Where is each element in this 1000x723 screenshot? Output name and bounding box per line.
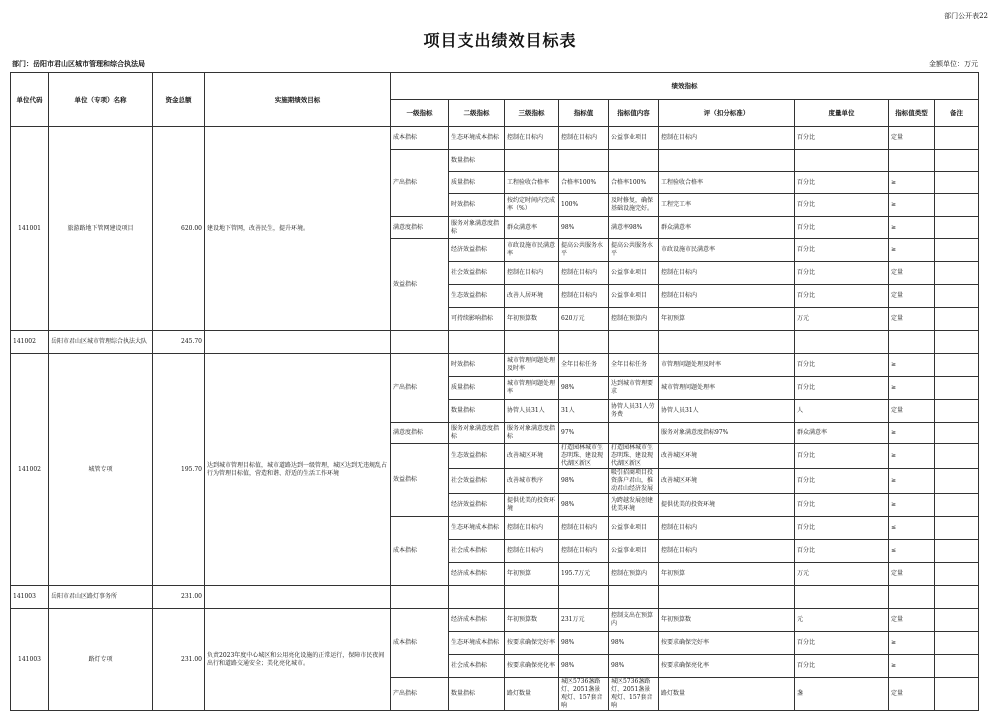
scoring-cell: 年初预算 — [659, 563, 795, 586]
value-type-cell: 定量 — [889, 308, 935, 331]
measure-unit-cell: 百分比 — [795, 444, 889, 469]
form-number-label: 部门公开表22 — [944, 12, 988, 20]
value-cell: 控制在目标内 — [559, 540, 609, 563]
measure-unit-cell: 百分比 — [795, 127, 889, 150]
level2-cell: 服务对象满意度指标 — [449, 423, 505, 444]
measure-unit-cell: 百分比 — [795, 469, 889, 494]
value-type-cell: ≥ — [889, 377, 935, 400]
col-header-unit-name: 单位（专项）名称 — [49, 73, 153, 127]
col-header-value-content: 指标值内容 — [609, 100, 659, 127]
measure-unit-cell: 百分比 — [795, 239, 889, 262]
value-type-cell: ≥ — [889, 444, 935, 469]
unit-code-cell: 141002 — [11, 354, 49, 586]
goal-cell: 达到城市管理目标值，城市道路达到一级管理，城区达到无违规乱占行为管理目标值，营造和谐、舒适的生活工作环境 — [205, 354, 391, 586]
unit-code-cell: 141002 — [11, 331, 49, 354]
unit-name-cell: 城管专项 — [49, 354, 153, 586]
level1-cell: 产出指标 — [391, 678, 449, 711]
amount-unit-label: 金额单位：万元 — [929, 60, 978, 68]
unit-code-cell: 141003 — [11, 609, 49, 711]
level3-cell: 按要求确保亮化率 — [505, 655, 559, 678]
col-header-level1: 一级指标 — [391, 100, 449, 127]
value-type-cell: ≥ — [889, 239, 935, 262]
value-cell: 100% — [559, 194, 609, 217]
unit-code-cell: 141001 — [11, 127, 49, 331]
measure-unit-cell: 百分比 — [795, 262, 889, 285]
scoring-cell: 工程验收合格率 — [659, 172, 795, 194]
unit-name-cell: 岳阳市君山区路灯事务所 — [49, 586, 153, 609]
value-cell: 98% — [559, 632, 609, 655]
level3-cell: 市政设施市民满意率 — [505, 239, 559, 262]
scoring-cell: 控制在目标内 — [659, 285, 795, 308]
value-content-cell — [609, 150, 659, 172]
col-header-total-funds: 资金总额 — [153, 73, 205, 127]
level2-cell: 社会效益指标 — [449, 262, 505, 285]
level1-cell: 满意度指标 — [391, 217, 449, 239]
amount-cell: 231.00 — [153, 609, 205, 711]
value-content-cell: 控制在预算内 — [609, 308, 659, 331]
measure-unit-cell: 百分比 — [795, 172, 889, 194]
value-type-cell — [889, 150, 935, 172]
table-row — [11, 609, 979, 632]
value-type-cell: ≥ — [889, 217, 935, 239]
value-cell: 31人 — [559, 400, 609, 423]
note-cell — [935, 217, 979, 239]
value-cell: 98% — [559, 494, 609, 517]
value-type-cell: ≥ — [889, 172, 935, 194]
level3-cell: 城市管理问题处理率 — [505, 377, 559, 400]
value-content-cell: 合格率100% — [609, 172, 659, 194]
measure-unit-cell: 百分比 — [795, 540, 889, 563]
measure-unit-cell: 百分比 — [795, 494, 889, 517]
value-cell: 231万元 — [559, 609, 609, 632]
value-content-cell: 协管人员31人劳务费 — [609, 400, 659, 423]
value-cell: 98% — [559, 655, 609, 678]
value-cell: 97% — [559, 423, 609, 444]
measure-unit-cell: 百分比 — [795, 632, 889, 655]
value-type-cell: 定量 — [889, 400, 935, 423]
level2-cell: 可持续影响指标 — [449, 308, 505, 331]
level3-cell: 改善城区环境 — [505, 444, 559, 469]
value-cell: 合格率100% — [559, 172, 609, 194]
level3-cell: 提供优美的投资环境 — [505, 494, 559, 517]
value-content-cell: 公益事业项目 — [609, 540, 659, 563]
note-cell — [935, 239, 979, 262]
level3-cell: 按要求确保完好率 — [505, 632, 559, 655]
value-type-cell: 定量 — [889, 678, 935, 711]
measure-unit-cell: 群众满意率 — [795, 423, 889, 444]
value-content-cell: 城区5736盏路灯、2051盏景观灯、157套音响 — [609, 678, 659, 711]
col-header-level3: 三级指标 — [505, 100, 559, 127]
value-type-cell: 定量 — [889, 262, 935, 285]
value-type-cell: 定量 — [889, 609, 935, 632]
value-content-cell: 及时修复，确保基础设施完好。 — [609, 194, 659, 217]
value-type-cell: ≥ — [889, 194, 935, 217]
value-cell: 控制在目标内 — [559, 262, 609, 285]
value-type-cell: ≥ — [889, 655, 935, 678]
note-cell — [935, 308, 979, 331]
scoring-cell: 市管理问题处理及时率 — [659, 354, 795, 377]
amount-cell: 195.70 — [153, 354, 205, 586]
scoring-cell: 服务对象满意度指标97% — [659, 423, 795, 444]
level1-cell: 效益指标 — [391, 239, 449, 331]
note-cell — [935, 377, 979, 400]
level2-cell: 生态效益指标 — [449, 285, 505, 308]
unit-name-cell: 旅游路地下管网建设项目 — [49, 127, 153, 331]
level3-cell: 年初预算数 — [505, 308, 559, 331]
value-type-cell: ≥ — [889, 354, 935, 377]
value-cell: 98% — [559, 469, 609, 494]
value-cell: 98% — [559, 377, 609, 400]
scoring-cell: 城市管理问题处理率 — [659, 377, 795, 400]
level2-cell: 社会成本指标 — [449, 540, 505, 563]
goal-cell: 负责2023年度中心城区和公用亮化设施的正常运行，保障市民夜间出行和道路交通安全；美化亮化城市。 — [205, 609, 391, 711]
unit-name-cell: 路灯专项 — [49, 609, 153, 711]
col-header-value-type: 指标值类型 — [889, 100, 935, 127]
note-cell — [935, 632, 979, 655]
value-type-cell: ≥ — [889, 469, 935, 494]
value-content-cell: 公益事业项目 — [609, 262, 659, 285]
amount-cell: 231.00 — [153, 586, 205, 609]
level1-cell: 成本指标 — [391, 609, 449, 678]
scoring-cell: 控制在目标内 — [659, 540, 795, 563]
note-cell — [935, 678, 979, 711]
value-cell: 打造园林城市生态明珠、建设现代湖区新区 — [559, 444, 609, 469]
value-content-cell: 吸引招商项目投资落户君山，推动君山经济发展 — [609, 469, 659, 494]
scoring-cell: 协管人员31人 — [659, 400, 795, 423]
scoring-cell: 工程完工率 — [659, 194, 795, 217]
level2-cell: 数量指标 — [449, 400, 505, 423]
value-content-cell — [609, 423, 659, 444]
measure-unit-cell: 百分比 — [795, 194, 889, 217]
performance-goals-table — [10, 72, 979, 711]
scoring-cell: 路灯数量 — [659, 678, 795, 711]
value-content-cell: 为跨越发展创建优美环境 — [609, 494, 659, 517]
level2-cell: 数量指标 — [449, 678, 505, 711]
note-cell — [935, 172, 979, 194]
note-cell — [935, 444, 979, 469]
value-cell: 控制在目标内 — [559, 285, 609, 308]
scoring-cell: 按要求确保亮化率 — [659, 655, 795, 678]
scoring-cell: 控制在目标内 — [659, 262, 795, 285]
level1-cell: 成本指标 — [391, 127, 449, 150]
col-header-level2: 二级指标 — [449, 100, 505, 127]
col-header-measure-unit: 度量单位 — [795, 100, 889, 127]
level2-cell: 生态环境成本指标 — [449, 127, 505, 150]
note-cell — [935, 563, 979, 586]
level3-cell — [505, 150, 559, 172]
level1-cell: 产出指标 — [391, 150, 449, 217]
note-cell — [935, 517, 979, 540]
value-cell: 控制在目标内 — [559, 127, 609, 150]
note-cell — [935, 194, 979, 217]
level2-cell: 时效指标 — [449, 194, 505, 217]
level3-cell: 群众满意率 — [505, 217, 559, 239]
value-cell: 全年目标任务 — [559, 354, 609, 377]
value-content-cell: 达到城市管理要求 — [609, 377, 659, 400]
col-header-unit-code: 单位代码 — [11, 73, 49, 127]
level1-cell: 满意度指标 — [391, 423, 449, 444]
unit-code-cell: 141003 — [11, 586, 49, 609]
value-content-cell: 公益事业项目 — [609, 285, 659, 308]
value-content-cell: 全年目标任务 — [609, 354, 659, 377]
table-row — [11, 586, 979, 609]
note-cell — [935, 262, 979, 285]
col-header-scoring: 评（扣分标准） — [659, 100, 795, 127]
measure-unit-cell: 百分比 — [795, 377, 889, 400]
table-row — [11, 331, 979, 354]
measure-unit-cell: 百分比 — [795, 217, 889, 239]
measure-unit-cell — [795, 150, 889, 172]
measure-unit-cell: 百分比 — [795, 655, 889, 678]
level3-cell: 改善城市秩序 — [505, 469, 559, 494]
note-cell — [935, 609, 979, 632]
col-header-value: 指标值 — [559, 100, 609, 127]
value-content-cell: 满意率98% — [609, 217, 659, 239]
value-content-cell: 打造园林城市生态明珠、建设现代湖区新区 — [609, 444, 659, 469]
scoring-cell: 控制在目标内 — [659, 127, 795, 150]
level2-cell: 经济效益指标 — [449, 239, 505, 262]
value-content-cell: 控制在预算内 — [609, 563, 659, 586]
value-cell: 98% — [559, 217, 609, 239]
value-content-cell: 公益事业项目 — [609, 127, 659, 150]
note-cell — [935, 469, 979, 494]
note-cell — [935, 655, 979, 678]
measure-unit-cell: 人 — [795, 400, 889, 423]
scoring-cell: 提供优美的投资环境 — [659, 494, 795, 517]
value-cell: 620万元 — [559, 308, 609, 331]
note-cell — [935, 354, 979, 377]
note-cell — [935, 540, 979, 563]
department-label: 部门：岳阳市君山区城市管理和综合执法局 — [12, 59, 145, 68]
scoring-cell: 控制在目标内 — [659, 517, 795, 540]
level2-cell: 社会效益指标 — [449, 469, 505, 494]
value-cell — [559, 150, 609, 172]
note-cell — [935, 400, 979, 423]
unit-name-cell: 岳阳市君山区城市管理综合执法大队 — [49, 331, 153, 354]
scoring-cell: 市政设施市民满意率 — [659, 239, 795, 262]
level2-cell: 生态环境成本指标 — [449, 632, 505, 655]
note-cell — [935, 285, 979, 308]
measure-unit-cell: 百分比 — [795, 354, 889, 377]
value-type-cell: 定量 — [889, 127, 935, 150]
level3-cell: 控制在目标内 — [505, 262, 559, 285]
scoring-cell — [659, 150, 795, 172]
scoring-cell: 年初预算 — [659, 308, 795, 331]
level3-cell: 控制在目标内 — [505, 517, 559, 540]
level1-cell: 效益指标 — [391, 444, 449, 517]
level3-cell: 控制在目标内 — [505, 127, 559, 150]
measure-unit-cell: 百分比 — [795, 517, 889, 540]
scoring-cell: 改善城区环境 — [659, 444, 795, 469]
value-cell: 195.7万元 — [559, 563, 609, 586]
value-type-cell: ≤ — [889, 517, 935, 540]
amount-cell: 245.70 — [153, 331, 205, 354]
level2-cell: 质量指标 — [449, 172, 505, 194]
measure-unit-cell: 元 — [795, 609, 889, 632]
col-header-goal: 实施期绩效目标 — [205, 73, 391, 127]
level3-cell: 城市管理问题处理及时率 — [505, 354, 559, 377]
value-type-cell: 定量 — [889, 285, 935, 308]
level2-cell: 质量指标 — [449, 377, 505, 400]
amount-cell: 620.00 — [153, 127, 205, 331]
measure-unit-cell: 盏 — [795, 678, 889, 711]
level3-cell: 服务对象满意度指标 — [505, 423, 559, 444]
level2-cell: 数量指标 — [449, 150, 505, 172]
level2-cell: 服务对象满意度指标 — [449, 217, 505, 239]
value-content-cell: 98% — [609, 655, 659, 678]
level3-cell: 年初预算数 — [505, 609, 559, 632]
measure-unit-cell: 百分比 — [795, 285, 889, 308]
measure-unit-cell: 万元 — [795, 308, 889, 331]
level2-cell: 经济效益指标 — [449, 494, 505, 517]
level3-cell: 工程验收合格率 — [505, 172, 559, 194]
level3-cell: 年初预算 — [505, 563, 559, 586]
note-cell — [935, 127, 979, 150]
level2-cell: 生态环境成本指标 — [449, 517, 505, 540]
note-cell — [935, 150, 979, 172]
level2-cell: 时效指标 — [449, 354, 505, 377]
scoring-cell: 群众满意率 — [659, 217, 795, 239]
value-content-cell: 公益事业项目 — [609, 517, 659, 540]
level1-cell: 产出指标 — [391, 354, 449, 423]
table-row — [11, 127, 979, 150]
level3-cell: 控制在目标内 — [505, 540, 559, 563]
note-cell — [935, 423, 979, 444]
value-type-cell: ≥ — [889, 494, 935, 517]
level3-cell: 改善人居环境 — [505, 285, 559, 308]
col-header-indicators: 绩效指标 — [391, 73, 979, 100]
value-type-cell: ≥ — [889, 423, 935, 444]
measure-unit-cell: 万元 — [795, 563, 889, 586]
level3-cell: 路灯数量 — [505, 678, 559, 711]
scoring-cell: 年初预算数 — [659, 609, 795, 632]
scoring-cell: 改善城区环境 — [659, 469, 795, 494]
level2-cell: 生态效益指标 — [449, 444, 505, 469]
level3-cell: 协管人员31人 — [505, 400, 559, 423]
col-header-note: 备注 — [935, 100, 979, 127]
note-cell — [935, 494, 979, 517]
value-content-cell: 98% — [609, 632, 659, 655]
value-cell: 城区5736盏路灯、2051盏景观灯、157套音响 — [559, 678, 609, 711]
value-content-cell: 提高公共服务水平 — [609, 239, 659, 262]
table-row — [11, 354, 979, 377]
level2-cell: 经济成本指标 — [449, 609, 505, 632]
value-cell: 提高公共服务水平 — [559, 239, 609, 262]
value-type-cell: 定量 — [889, 563, 935, 586]
level2-cell: 经济成本指标 — [449, 563, 505, 586]
goal-cell: 建设地下管网，改善民生，提升环境。 — [205, 127, 391, 331]
value-cell: 控制在目标内 — [559, 517, 609, 540]
value-type-cell: ≥ — [889, 632, 935, 655]
value-type-cell: ≤ — [889, 540, 935, 563]
level3-cell: 按约定时间内完成率（%） — [505, 194, 559, 217]
level2-cell: 社会成本指标 — [449, 655, 505, 678]
level1-cell: 成本指标 — [391, 517, 449, 586]
scoring-cell: 按要求确保完好率 — [659, 632, 795, 655]
value-content-cell: 控制支出在预算内 — [609, 609, 659, 632]
page-title: 项目支出绩效目标表 — [423, 31, 577, 50]
